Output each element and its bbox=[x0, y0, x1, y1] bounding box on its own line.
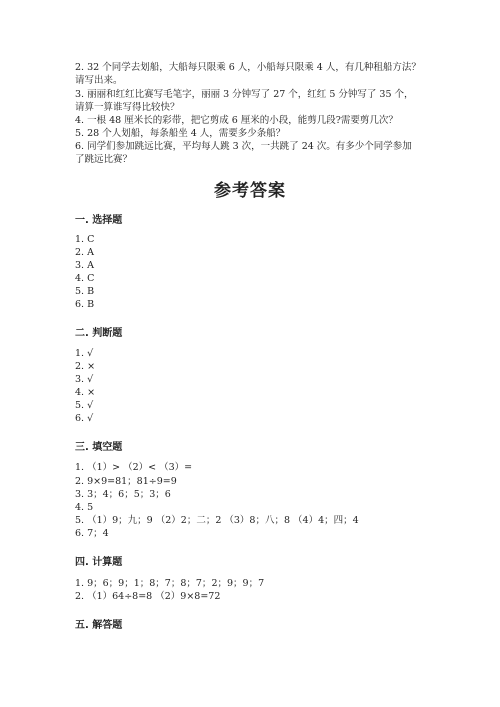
problem-6-line-1: 6. 同学们参加跳远比赛，平均每人跳 3 次，一共跳了 24 次。有多少个同学参加 bbox=[75, 141, 412, 152]
answer-item: 2. × bbox=[75, 361, 96, 372]
answer-item: 1. C bbox=[75, 234, 95, 245]
answer-item: 4. C bbox=[75, 273, 95, 284]
problem-3-line-2: 请算一算谁写得比较快？ bbox=[75, 102, 180, 113]
answer-item: 2. （1）64÷8=8 （2）9×8=72 bbox=[75, 591, 221, 602]
section-heading-calculation: 四. 计算题 bbox=[75, 557, 123, 568]
problem-5: 5. 28 个人划船，每条船坐 4 人，需要多少条船？ bbox=[75, 128, 286, 139]
answer-item: 1. （1）> （2）< （3）= bbox=[75, 462, 193, 473]
answer-item: 4. × bbox=[75, 387, 96, 398]
answer-item: 6. √ bbox=[75, 413, 94, 424]
problem-4: 4. 一根 48 厘米长的彩带，把它剪成 6 厘米的小段，能剪几段?需要剪几次？ bbox=[75, 115, 398, 126]
section-heading-fill-blank: 三. 填空题 bbox=[75, 442, 123, 453]
answer-item: 6. 7；4 bbox=[75, 528, 109, 539]
answer-item: 5. B bbox=[75, 286, 95, 297]
answer-item: 6. B bbox=[75, 299, 95, 310]
answer-item: 2. 9×9=81；81÷9=9 bbox=[75, 476, 177, 487]
answer-item: 3. A bbox=[75, 260, 94, 271]
answer-item: 3. 3；4；6；5；3；6 bbox=[75, 489, 171, 500]
answer-item: 5. √ bbox=[75, 400, 94, 411]
answer-item: 5. （1）9；九；9 （2）2；二；2 （3）8；八；8 （4）4；四；4 bbox=[75, 515, 359, 526]
section-heading-choice: 一. 选择题 bbox=[75, 215, 123, 226]
problem-6-line-2: 了跳远比赛？ bbox=[75, 154, 133, 165]
answer-item: 3. √ bbox=[75, 374, 94, 385]
problem-3-line-1: 3. 丽丽和红红比赛写毛笔字，丽丽 3 分钟写了 27 个，红红 5 分钟写了 35 个， bbox=[75, 89, 414, 100]
section-heading-word-problems: 五. 解答题 bbox=[75, 620, 123, 631]
answer-item: 4. 5 bbox=[75, 502, 94, 513]
answer-item: 1. 9；6；9；1；8；7；8；7；2；9；9；7 bbox=[75, 578, 265, 589]
answer-item: 1. √ bbox=[75, 348, 94, 359]
problem-2-line-1: 2. 32 个同学去划船，大船每只限乘 6 人，小船每只限乘 4 人，有几种租船方法？ bbox=[75, 62, 421, 73]
answer-key-title: 参考答案 bbox=[214, 181, 286, 201]
answer-item: 2. A bbox=[75, 247, 94, 258]
problem-2-line-2: 请写出来。 bbox=[75, 75, 123, 86]
section-heading-judgment: 二. 判断题 bbox=[75, 328, 123, 339]
